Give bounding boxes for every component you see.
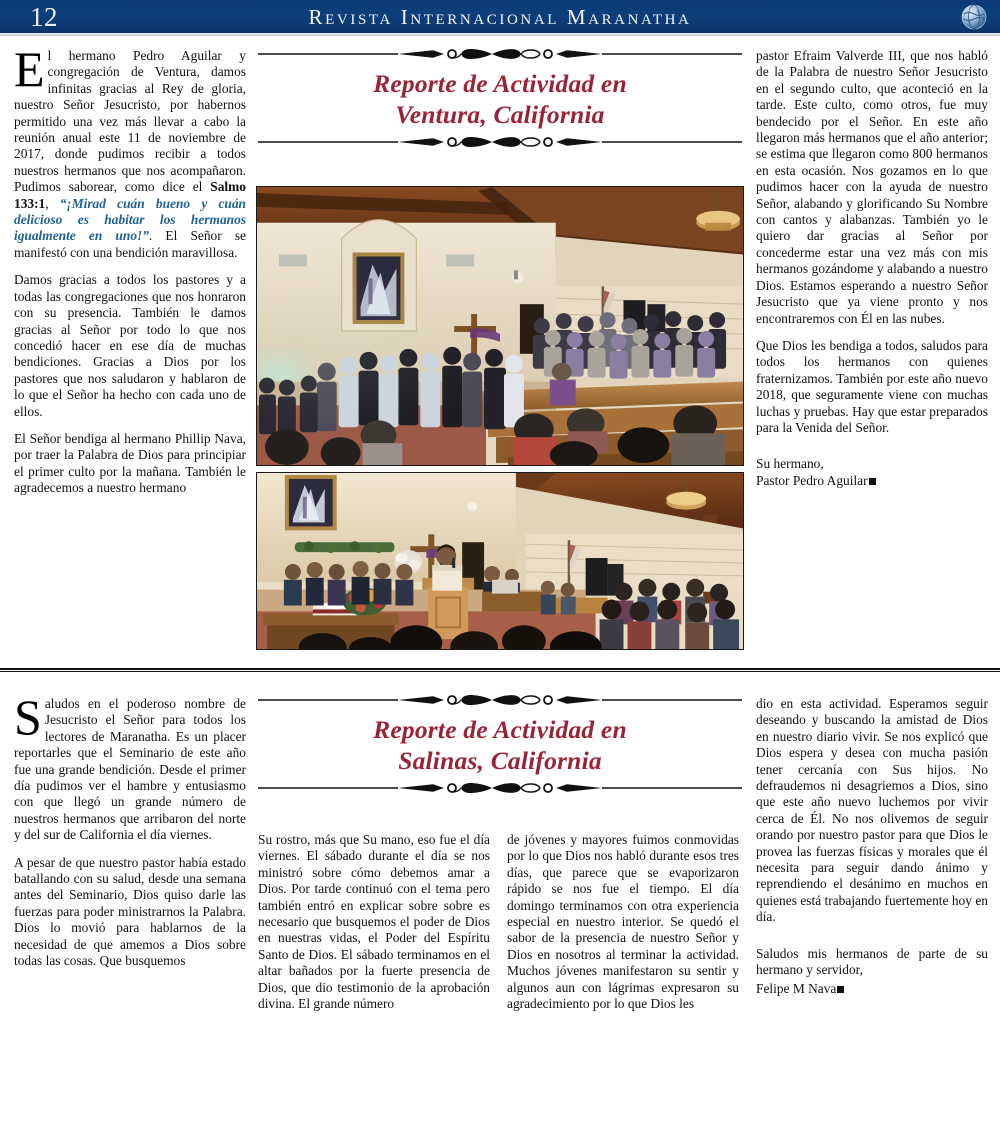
article2-title: [258, 714, 742, 776]
article1-signoff: [756, 456, 988, 489]
page-number: 12: [30, 2, 58, 32]
church-congregation-photo: [256, 186, 744, 466]
article2-center-right-paragraph: de jóvenes y mayores fuimos conmovidas por lo que Dios nos habló durante esos tres días, que parece que se evaporizaron rápido se nos fue el tiempo. El día domingo terminamos con otra experiencia especial en nuestro interior. Se quedó el sabor de la presencia de nuestro Señor y Dios en nosotros al terminar la actividad. Muchos jóvenes manifestaron su sentir y algunos aun con lágrimas expresaron su agradecimiento por lo que Dios les: [507, 832, 739, 1012]
article2-left-paragraph-1: Saludos en el poderoso nombre de Jesucristo el Señor para todos los lectores de Maranatha. Es un placer reportarles que el Seminario de este año fue una grande bendición. Desde el primer día pudimos ver el hambre y entusiasmo con que llegó un grande número de nuestros hermanos que arribaron del norte y del sur de California el día viernes.: [14, 689, 246, 843]
ornament-divider-bottom: [258, 134, 742, 150]
article2-title-line1: Reporte de Actividad en: [373, 715, 627, 744]
article2-right-paragraph-1: dio en esta actividad. Esperamos seguir deseando y buscando la amistad de Dios en nuestro diario vivir. Se nos explicó que Dios espera y desea con mucha pasión tener cercanía con Sus hijos. No defraudemos ni desagriemos a Dios, sino que este año nuevo luchemos por vivir cerca de Él. No nos olivemos de seguir orando por nuestro pastor para que Dios le provea las fuerzas físicas y morales que él necesita para seguir dando ánimo y reprendiendo el desánimo en muchos en quienes está trabajando fuertemente hoy en día.: [756, 696, 988, 925]
end-mark-2: [837, 986, 844, 993]
masthead-header: [0, 0, 1000, 33]
p1-text-pre: El hermano Pedro Aguilar y congregación de Ventura, damos infinitas gracias al Rey de gloria, nuestro Señor Jesucristo, por habernos permitido una vez más llevar a cabo la reunión anual este 11 de noviembre de 2017, donde pudimos recibir a todos nuestros hermanos que nos acompañaron. Pudimos saborear, como dice el: [14, 41, 246, 195]
article2-center-left-paragraph: Su rostro, más que Su mano, eso fue el día viernes. El sábado durante el día se nos ministró sobre cómo debemos amar a Dios. Por tarde continuó con el tema pero también entró en explicar sobre sobre es necesario que busquemos el poder de Dios en nuestras vidas, el Poder del Espíritu Santo de Dios. El sábado terminamos en el altar bañados por la fuerte presencia de Dios, que dio testimonio de la aprobación divina. El grande número: [258, 832, 490, 1012]
article2-title-line2: Salinas, California: [398, 746, 602, 775]
ornament-divider-top-2: [258, 692, 742, 708]
article1-heading: [258, 46, 742, 150]
p1-text-mid: ,: [45, 195, 60, 211]
article1-left-paragraph-1: [14, 41, 247, 261]
article2-center-left-column: [258, 832, 490, 1012]
article2-right-paragraph-2: Saludos mis hermanos de parte de su hermano y servidor,: [756, 945, 988, 978]
article1-left-paragraph-2: Damos gracias a todos los pastores y a todas las congregaciones que nos honraron con su presencia. También le damos gracias al Señor por todo lo que nos concedió hacer en ese día de muchas bendiciones. Gracias a Dios por los pastores que nos saludaron y hablaron de lo que el Señor ha hecho con cada uno de ellos.: [14, 272, 246, 419]
masthead-underline: [0, 33, 1000, 36]
article-divider: [0, 668, 1000, 673]
publication-title: Revista Internacional Maranatha: [308, 5, 692, 29]
ornament-divider-bottom-2: [258, 780, 742, 796]
article2-signoff: [756, 981, 988, 997]
globe-icon: [960, 3, 988, 31]
article1-title-line2: Ventura, California: [395, 100, 605, 129]
article2-center-right-column: [507, 832, 739, 1012]
article1-title: [258, 68, 742, 130]
article2-heading: [258, 692, 742, 796]
article2-left-paragraph-2: A pesar de que nuestro pastor había estado batallando con su salud, desde una semana antes del Seminario, Dios quiso darle las fuerzas para poder ministrarnos la Palabra. Dios lo movió para hablarnos de la necesidad de que amemos a Dios sobre todas las cosas. Que busquemos: [14, 854, 246, 969]
article1-signoff-line2: Pastor Pedro Aguilar: [756, 472, 868, 488]
article1-signoff-line1: Su hermano,: [756, 456, 824, 472]
article2-left-column: [14, 689, 246, 970]
article1-title-line1: Reporte de Actividad en: [373, 69, 627, 98]
article1-right-column: [756, 48, 988, 489]
article1-left-column: [14, 41, 247, 497]
article1-left-paragraph-3: El Señor bendiga al hermano Phillip Nava, por traer la Palabra de Dios para principiar el primer culto por la mañana. También le agradecemos a nuestro hermano: [14, 430, 246, 496]
scripture-quote: “¡Mirad cuán bueno y cuán delicioso es habitar los hermanos igualmente en uno!”: [14, 195, 247, 244]
article2-signoff-line: Felipe M Nava: [756, 980, 837, 996]
p1-text-post: . El Señor se manifestó con una bendición maravillosa.: [14, 228, 246, 260]
article1-right-paragraph-1: pastor Efraim Valverde III, que nos habló de la Palabra de nuestro Señor Jesucristo en el segundo culto, que aconteció en la tarde. Este culto, como otros, fue muy bendecido por el Señor. En este año llegaron más hermanos que el año anterior; se estima que llegaron como 800 hermanos en esta ocasión. Nos gozamos en lo que pudimos hacer con la ayuda de nuestro Señor, alabando y glorificando Su Nombre con cantos y alabanzas. También yo le quiero dar gracias al Señor por concederme estar una vez más con mis hermanos gozándome y alabando a nuestro Dios. Estamos esperando a nuestro Señor Jesucristo que ya viene pronto y nos encontraremos con Él en las nubes.: [756, 48, 988, 326]
end-mark: [869, 478, 876, 485]
scripture-reference: Salmo 133:1: [14, 179, 246, 211]
article1-right-paragraph-2: Que Dios les bendiga a todos, saludos para todos los hermanos con quienes fraternizamos. También por este año nuevo 2018, que seguramente viene con muchas luchas y pruebas. Hay que estar preparados para la Venida del Señor.: [756, 337, 988, 435]
article2-right-column: [756, 696, 988, 997]
ornament-divider-top: [258, 46, 742, 62]
church-pulpit-photo: [256, 472, 744, 650]
